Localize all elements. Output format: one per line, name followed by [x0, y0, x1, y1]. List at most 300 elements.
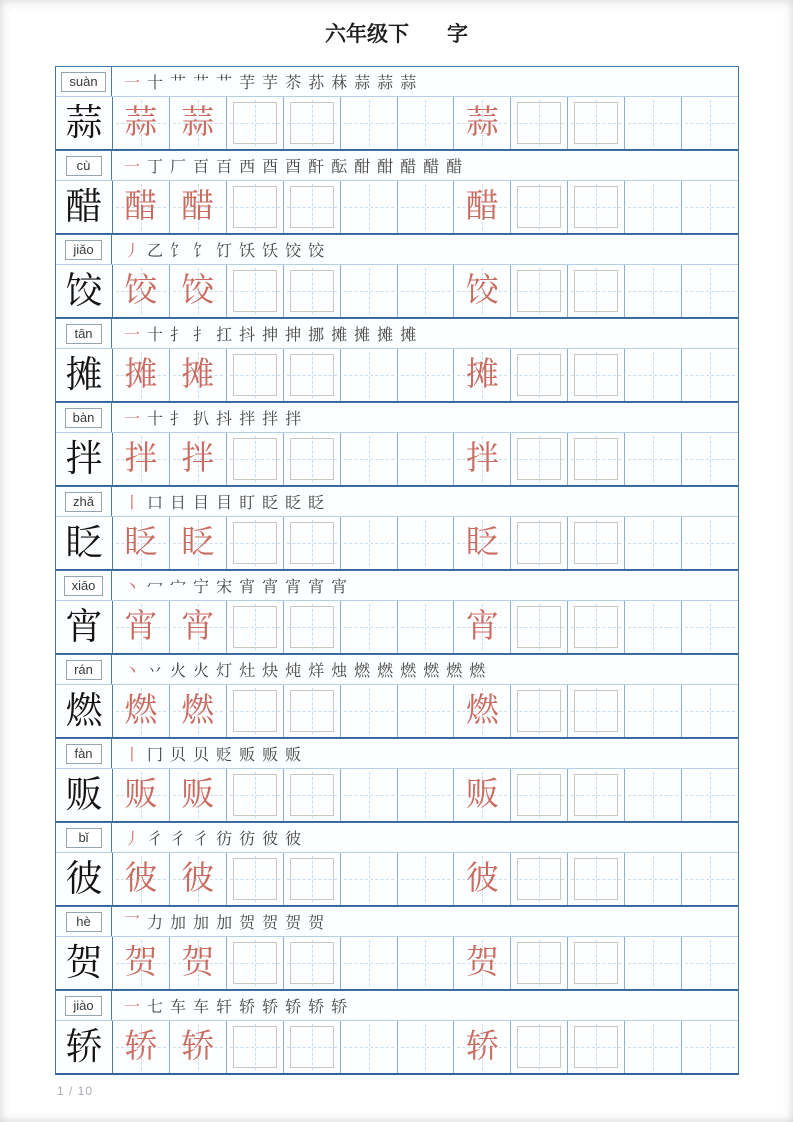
empty-practice-cell-boxed — [283, 601, 340, 653]
stroke-step-glyph: 灯 — [216, 663, 233, 680]
inner-writing-box — [290, 522, 334, 564]
trace-character: 饺 — [181, 272, 215, 309]
stroke-step-glyph: 抖 — [216, 411, 233, 428]
inner-writing-box — [517, 942, 561, 984]
trace-character-cell — [112, 685, 169, 737]
stroke-sequence — [112, 487, 738, 516]
trace-character-cell — [169, 937, 226, 989]
empty-practice-cell-boxed — [283, 853, 340, 905]
stroke-step-glyph: 酐 — [308, 159, 325, 176]
stroke-step-glyph: 百 — [193, 159, 210, 176]
trace-character-cell — [112, 937, 169, 989]
trace-character-cell — [453, 433, 510, 485]
trace-character-cell — [169, 349, 226, 401]
stroke-step-glyph: 车 — [193, 999, 210, 1016]
empty-practice-cell — [340, 97, 397, 149]
page-title-word: 字 — [447, 23, 468, 46]
inner-writing-box — [517, 690, 561, 732]
stroke-step-glyph: 饺 — [285, 243, 302, 260]
inner-writing-box — [290, 858, 334, 900]
stroke-step-glyph: 贺 — [262, 915, 279, 932]
empty-practice-cell — [624, 937, 681, 989]
inner-writing-box — [290, 186, 334, 228]
inner-writing-box — [233, 942, 277, 984]
trace-character: 贺 — [124, 944, 158, 981]
stroke-step-glyph: 百 — [216, 159, 233, 176]
pinyin-label: tān — [66, 324, 102, 344]
inner-writing-box — [517, 522, 561, 564]
trace-character: 摊 — [124, 356, 158, 393]
pinyin-cell — [56, 571, 112, 600]
stroke-sequence — [112, 991, 738, 1020]
pinyin-label: fàn — [66, 744, 102, 764]
practice-row — [56, 937, 738, 989]
inner-writing-box — [517, 774, 561, 816]
character-row-group — [55, 318, 739, 403]
trace-character: 醋 — [465, 188, 499, 225]
empty-practice-cell-boxed — [226, 97, 283, 149]
trace-character-cell — [169, 181, 226, 233]
trace-character: 蒜 — [181, 104, 215, 141]
pinyin-label: bǐ — [66, 828, 102, 848]
stroke-step-glyph: 菻 — [331, 75, 348, 92]
stroke-step-glyph: 丨 — [124, 495, 141, 512]
stroke-step-glyph: 乛 — [124, 915, 141, 932]
stroke-step-glyph: 摊 — [400, 327, 417, 344]
inner-writing-box — [517, 354, 561, 396]
stroke-step-glyph: 饫 — [239, 243, 256, 260]
stroke-sequence — [112, 67, 738, 96]
inner-writing-box — [517, 186, 561, 228]
stroke-step-glyph: 醋 — [446, 159, 463, 176]
stroke-step-glyph: 宀 — [170, 579, 187, 596]
stroke-step-glyph: 芋 — [239, 75, 256, 92]
empty-practice-cell — [340, 349, 397, 401]
empty-practice-cell-boxed — [567, 1021, 624, 1073]
trace-character-cell — [453, 937, 510, 989]
stroke-sequence — [112, 571, 738, 600]
stroke-step-glyph: 目 — [193, 495, 210, 512]
empty-practice-cell-boxed — [510, 601, 567, 653]
inner-writing-box — [517, 606, 561, 648]
empty-practice-cell-boxed — [283, 181, 340, 233]
inner-writing-box — [233, 354, 277, 396]
trace-character: 醋 — [124, 188, 158, 225]
empty-practice-cell-boxed — [510, 937, 567, 989]
inner-writing-box — [233, 270, 277, 312]
trace-character: 贩 — [465, 776, 499, 813]
model-character-cell — [56, 937, 112, 989]
empty-practice-cell-boxed — [567, 265, 624, 317]
trace-character-cell — [112, 1021, 169, 1073]
stroke-step-glyph: 贩 — [285, 747, 302, 764]
trace-character: 宵 — [124, 608, 158, 645]
stroke-step-glyph: 炖 — [285, 663, 302, 680]
character-row-group — [55, 66, 739, 151]
stroke-step-glyph: 酣 — [354, 159, 371, 176]
inner-writing-box — [517, 102, 561, 144]
stroke-step-glyph: 加 — [193, 915, 210, 932]
stroke-step-glyph: 一 — [124, 75, 141, 92]
stroke-step-glyph: 丶 — [124, 663, 141, 680]
stroke-step-glyph: 芋 — [262, 75, 279, 92]
pinyin-cell — [56, 823, 112, 852]
empty-practice-cell — [397, 601, 454, 653]
trace-character: 饺 — [465, 272, 499, 309]
empty-practice-cell-boxed — [283, 97, 340, 149]
stroke-step-glyph: 贺 — [308, 915, 325, 932]
stroke-step-glyph: 贩 — [239, 747, 256, 764]
inner-writing-box — [233, 102, 277, 144]
model-character-cell — [56, 685, 112, 737]
stroke-step-glyph: 一 — [124, 999, 141, 1016]
inner-writing-box — [233, 858, 277, 900]
empty-practice-cell — [681, 181, 738, 233]
stroke-sequence — [112, 403, 738, 432]
stroke-step-glyph: 拌 — [262, 411, 279, 428]
trace-character-cell — [112, 349, 169, 401]
empty-practice-cell — [397, 685, 454, 737]
empty-practice-cell-boxed — [226, 685, 283, 737]
empty-practice-cell — [397, 937, 454, 989]
empty-practice-cell-boxed — [226, 769, 283, 821]
empty-practice-cell-boxed — [226, 349, 283, 401]
empty-practice-cell — [340, 1021, 397, 1073]
model-character: 宵 — [65, 606, 103, 648]
stroke-step-glyph: 乙 — [147, 243, 164, 260]
empty-practice-cell-boxed — [226, 433, 283, 485]
stroke-step-glyph: 饤 — [216, 243, 233, 260]
trace-character: 摊 — [181, 356, 215, 393]
trace-character-cell — [453, 181, 510, 233]
model-character-cell — [56, 769, 112, 821]
trace-character-cell — [169, 265, 226, 317]
empty-practice-cell — [681, 853, 738, 905]
stroke-step-glyph: 火 — [193, 663, 210, 680]
trace-character-cell — [169, 685, 226, 737]
trace-character: 眨 — [181, 524, 215, 561]
stroke-step-glyph: 蒜 — [377, 75, 394, 92]
inner-writing-box — [233, 606, 277, 648]
stroke-step-glyph: 宵 — [262, 579, 279, 596]
model-character: 饺 — [65, 270, 103, 312]
stroke-step-glyph: 宋 — [216, 579, 233, 596]
stroke-step-glyph: 酉 — [285, 159, 302, 176]
stroke-step-glyph: 丨 — [124, 747, 141, 764]
empty-practice-cell — [624, 181, 681, 233]
stroke-order-strip — [56, 655, 738, 685]
practice-row — [56, 181, 738, 233]
stroke-step-glyph: 宵 — [331, 579, 348, 596]
model-character: 燃 — [65, 690, 103, 732]
trace-character-cell — [112, 433, 169, 485]
stroke-step-glyph: 酉 — [262, 159, 279, 176]
character-row-group — [55, 234, 739, 319]
stroke-order-strip — [56, 235, 738, 265]
empty-practice-cell-boxed — [510, 769, 567, 821]
pinyin-cell — [56, 319, 112, 348]
stroke-step-glyph: 贺 — [285, 915, 302, 932]
pinyin-label: jiǎo — [65, 240, 101, 260]
empty-practice-cell — [681, 1021, 738, 1073]
stroke-step-glyph: 燃 — [354, 663, 371, 680]
empty-practice-cell — [624, 853, 681, 905]
stroke-step-glyph: 扛 — [216, 327, 233, 344]
inner-writing-box — [574, 438, 618, 480]
stroke-step-glyph: 饫 — [262, 243, 279, 260]
empty-practice-cell — [340, 853, 397, 905]
trace-character: 轿 — [465, 1028, 499, 1065]
stroke-step-glyph: 宵 — [308, 579, 325, 596]
empty-practice-cell-boxed — [567, 517, 624, 569]
model-character: 拌 — [65, 438, 103, 480]
empty-practice-cell-boxed — [226, 1021, 283, 1073]
stroke-step-glyph: 丿 — [124, 243, 141, 260]
empty-practice-cell — [397, 181, 454, 233]
character-row-group — [55, 402, 739, 487]
empty-practice-cell — [624, 601, 681, 653]
model-character-cell — [56, 853, 112, 905]
pinyin-label: xiāo — [64, 576, 104, 596]
character-row-group — [55, 654, 739, 739]
empty-practice-cell-boxed — [283, 937, 340, 989]
empty-practice-cell-boxed — [283, 1021, 340, 1073]
empty-practice-cell-boxed — [567, 853, 624, 905]
empty-practice-cell — [397, 97, 454, 149]
practice-row — [56, 601, 738, 653]
stroke-step-glyph: 彳 — [193, 831, 210, 848]
stroke-step-glyph: 酣 — [377, 159, 394, 176]
empty-practice-cell-boxed — [567, 97, 624, 149]
empty-practice-cell-boxed — [226, 517, 283, 569]
trace-character-cell — [112, 97, 169, 149]
empty-practice-cell-boxed — [567, 349, 624, 401]
practice-row — [56, 769, 738, 821]
empty-practice-cell-boxed — [510, 1021, 567, 1073]
empty-practice-cell — [681, 349, 738, 401]
trace-character: 蒜 — [124, 104, 158, 141]
character-row-group — [55, 570, 739, 655]
empty-practice-cell — [340, 601, 397, 653]
inner-writing-box — [574, 102, 618, 144]
stroke-step-glyph: 燃 — [400, 663, 417, 680]
stroke-sequence — [112, 319, 738, 348]
trace-character: 贩 — [181, 776, 215, 813]
stroke-step-glyph: 宵 — [239, 579, 256, 596]
stroke-step-glyph: 炔 — [262, 663, 279, 680]
inner-writing-box — [233, 774, 277, 816]
practice-row — [56, 853, 738, 905]
stroke-step-glyph: 轿 — [308, 999, 325, 1016]
empty-practice-cell-boxed — [226, 853, 283, 905]
stroke-step-glyph: 扒 — [193, 411, 210, 428]
stroke-step-glyph: 彼 — [262, 831, 279, 848]
pinyin-cell — [56, 151, 112, 180]
empty-practice-cell-boxed — [283, 769, 340, 821]
character-row-group — [55, 906, 739, 991]
pinyin-cell — [56, 403, 112, 432]
model-character: 贺 — [65, 942, 103, 984]
trace-character: 醋 — [181, 188, 215, 225]
empty-practice-cell-boxed — [567, 685, 624, 737]
stroke-step-glyph: 燃 — [423, 663, 440, 680]
practice-row — [56, 685, 738, 737]
stroke-step-glyph: 力 — [147, 915, 164, 932]
pinyin-cell — [56, 67, 112, 96]
stroke-order-strip — [56, 907, 738, 937]
stroke-step-glyph: 酝 — [331, 159, 348, 176]
trace-character-cell — [169, 769, 226, 821]
stroke-step-glyph: 抻 — [285, 327, 302, 344]
stroke-step-glyph: 贩 — [262, 747, 279, 764]
stroke-step-glyph: 苶 — [285, 75, 302, 92]
stroke-step-glyph: 十 — [147, 327, 164, 344]
inner-writing-box — [574, 270, 618, 312]
stroke-step-glyph: 贬 — [216, 747, 233, 764]
stroke-step-glyph: 燃 — [469, 663, 486, 680]
character-row-group — [55, 822, 739, 907]
stroke-step-glyph: 口 — [147, 495, 164, 512]
empty-practice-cell-boxed — [510, 97, 567, 149]
stroke-step-glyph: 丿 — [124, 831, 141, 848]
model-character-cell — [56, 265, 112, 317]
empty-practice-cell-boxed — [510, 349, 567, 401]
stroke-step-glyph: 轿 — [331, 999, 348, 1016]
empty-practice-cell — [340, 685, 397, 737]
model-character-cell — [56, 601, 112, 653]
pinyin-cell — [56, 655, 112, 684]
stroke-step-glyph: 一 — [124, 327, 141, 344]
inner-writing-box — [574, 522, 618, 564]
stroke-step-glyph: 十 — [147, 411, 164, 428]
inner-writing-box — [517, 270, 561, 312]
pinyin-label: zhǎ — [65, 492, 102, 512]
trace-character: 贺 — [181, 944, 215, 981]
practice-row — [56, 349, 738, 401]
model-character: 蒜 — [65, 102, 103, 144]
empty-practice-cell-boxed — [510, 517, 567, 569]
inner-writing-box — [290, 690, 334, 732]
empty-practice-cell — [681, 601, 738, 653]
pinyin-label: suàn — [61, 72, 105, 92]
trace-character-cell — [112, 769, 169, 821]
stroke-step-glyph: 摊 — [377, 327, 394, 344]
pinyin-label: rán — [66, 660, 102, 680]
stroke-step-glyph: 贝 — [193, 747, 210, 764]
empty-practice-cell — [340, 181, 397, 233]
empty-practice-cell — [340, 517, 397, 569]
trace-character-cell — [453, 517, 510, 569]
practice-row — [56, 265, 738, 317]
empty-practice-cell — [681, 433, 738, 485]
empty-practice-cell — [681, 685, 738, 737]
trace-character: 眨 — [465, 524, 499, 561]
trace-character-cell — [112, 181, 169, 233]
empty-practice-cell — [397, 853, 454, 905]
stroke-step-glyph: 燃 — [446, 663, 463, 680]
trace-character: 拌 — [181, 440, 215, 477]
empty-practice-cell — [340, 265, 397, 317]
inner-writing-box — [574, 942, 618, 984]
stroke-order-strip — [56, 319, 738, 349]
trace-character-cell — [112, 517, 169, 569]
inner-writing-box — [574, 186, 618, 228]
stroke-step-glyph: 轿 — [262, 999, 279, 1016]
trace-character: 轿 — [181, 1028, 215, 1065]
stroke-step-glyph: 轿 — [285, 999, 302, 1016]
trace-character: 摊 — [465, 356, 499, 393]
stroke-step-glyph: 艹 — [216, 75, 233, 92]
stroke-sequence — [112, 655, 738, 684]
stroke-sequence — [112, 151, 738, 180]
stroke-step-glyph: 冖 — [147, 579, 164, 596]
inner-writing-box — [574, 606, 618, 648]
stroke-step-glyph: 烊 — [308, 663, 325, 680]
inner-writing-box — [290, 1026, 334, 1068]
trace-character-cell — [112, 265, 169, 317]
stroke-step-glyph: 眨 — [262, 495, 279, 512]
practice-row — [56, 433, 738, 485]
model-character: 摊 — [65, 354, 103, 396]
empty-practice-cell-boxed — [567, 769, 624, 821]
trace-character-cell — [112, 601, 169, 653]
trace-character: 贩 — [124, 776, 158, 813]
empty-practice-cell — [624, 517, 681, 569]
stroke-order-strip — [56, 403, 738, 433]
trace-character: 宵 — [465, 608, 499, 645]
trace-character: 贺 — [465, 944, 499, 981]
character-row-group — [55, 738, 739, 823]
trace-character-cell — [453, 349, 510, 401]
stroke-step-glyph: 拌 — [239, 411, 256, 428]
stroke-step-glyph: 抻 — [262, 327, 279, 344]
stroke-step-glyph: 轩 — [216, 999, 233, 1016]
stroke-step-glyph: 蒜 — [354, 75, 371, 92]
empty-practice-cell-boxed — [226, 265, 283, 317]
empty-practice-cell — [624, 769, 681, 821]
model-character-cell — [56, 433, 112, 485]
pinyin-label: bàn — [65, 408, 103, 428]
inner-writing-box — [233, 438, 277, 480]
trace-character-cell — [453, 685, 510, 737]
empty-practice-cell-boxed — [283, 349, 340, 401]
empty-practice-cell — [397, 265, 454, 317]
stroke-order-strip — [56, 823, 738, 853]
trace-character-cell — [453, 265, 510, 317]
trace-character: 蒜 — [465, 104, 499, 141]
empty-practice-cell — [397, 769, 454, 821]
empty-practice-cell-boxed — [510, 685, 567, 737]
empty-practice-cell — [340, 937, 397, 989]
trace-character: 燃 — [465, 692, 499, 729]
stroke-step-glyph: 彳 — [147, 831, 164, 848]
empty-practice-cell-boxed — [567, 601, 624, 653]
empty-practice-cell-boxed — [283, 433, 340, 485]
inner-writing-box — [290, 354, 334, 396]
stroke-step-glyph: 火 — [170, 663, 187, 680]
trace-character-cell — [453, 601, 510, 653]
empty-practice-cell — [340, 769, 397, 821]
model-character-cell — [56, 517, 112, 569]
empty-practice-cell — [624, 1021, 681, 1073]
stroke-sequence — [112, 823, 738, 852]
empty-practice-cell — [681, 937, 738, 989]
stroke-step-glyph: 盯 — [239, 495, 256, 512]
inner-writing-box — [290, 438, 334, 480]
stroke-step-glyph: 燃 — [377, 663, 394, 680]
trace-character-cell — [169, 853, 226, 905]
stroke-step-glyph: 扌 — [170, 411, 187, 428]
